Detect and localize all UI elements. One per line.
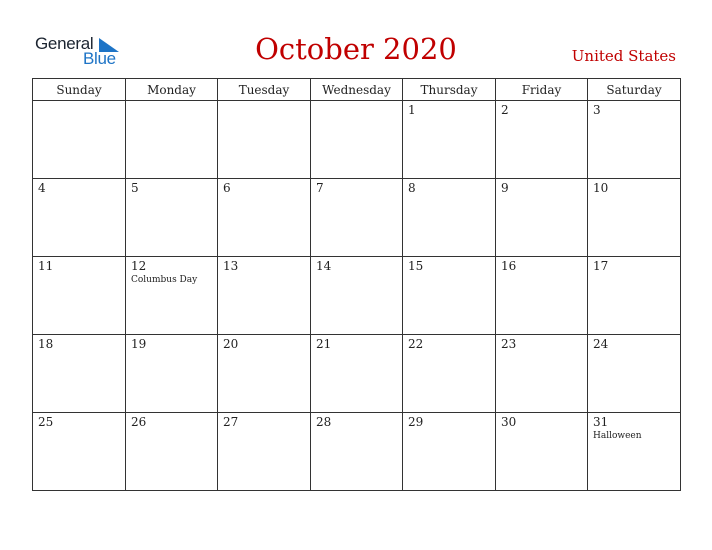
day-number: 18 (38, 337, 54, 351)
calendar-day-cell (311, 335, 403, 413)
day-number: 24 (593, 337, 609, 351)
calendar-day-cell (588, 257, 681, 335)
day-number: 15 (408, 259, 424, 273)
calendar-day-cell (496, 257, 588, 335)
calendar-day-cell (33, 335, 126, 413)
calendar-day-cell (588, 413, 681, 491)
calendar-day-cell (311, 179, 403, 257)
day-number: 29 (408, 415, 424, 429)
day-number: 1 (408, 103, 416, 117)
calendar-week-row (33, 413, 681, 491)
calendar-day-cell (403, 257, 496, 335)
calendar-day-cell (403, 335, 496, 413)
calendar-day-cell (33, 257, 126, 335)
weekday-header: Tuesday (218, 79, 311, 101)
day-number: 21 (316, 337, 332, 351)
day-number: 3 (593, 103, 601, 117)
calendar-day-cell (218, 257, 311, 335)
calendar-day-cell (218, 413, 311, 491)
day-number: 14 (316, 259, 332, 273)
country-label: United States (571, 47, 676, 65)
calendar-day-cell (496, 101, 588, 179)
day-number: 22 (408, 337, 424, 351)
day-number: 25 (38, 415, 54, 429)
day-number: 8 (408, 181, 416, 195)
calendar-day-cell (403, 179, 496, 257)
day-number: 26 (131, 415, 147, 429)
day-number: 5 (131, 181, 139, 195)
day-number: 10 (593, 181, 609, 195)
day-number: 6 (223, 181, 231, 195)
weekday-header: Saturday (588, 79, 681, 101)
calendar-grid (32, 78, 681, 491)
day-number: 12 (131, 259, 147, 273)
calendar-day-cell (33, 101, 126, 179)
calendar-title: October 2020 (255, 32, 457, 66)
calendar-week-row (33, 257, 681, 335)
calendar-day-cell (311, 101, 403, 179)
calendar-week-row (33, 101, 681, 179)
calendar-week-row (33, 179, 681, 257)
weekday-header: Monday (126, 79, 218, 101)
weekday-header: Wednesday (311, 79, 403, 101)
holiday-label: Columbus Day (131, 275, 198, 285)
day-number: 4 (38, 181, 46, 195)
day-number: 28 (316, 415, 332, 429)
calendar-day-cell (403, 413, 496, 491)
calendar-day-cell (588, 335, 681, 413)
calendar-day-cell (126, 101, 218, 179)
day-number: 9 (501, 181, 509, 195)
weekday-header: Thursday (403, 79, 496, 101)
day-number: 11 (38, 259, 54, 273)
calendar-day-cell (496, 179, 588, 257)
logo-text-general: General (35, 34, 94, 53)
calendar-day-cell (311, 257, 403, 335)
day-number: 27 (223, 415, 239, 429)
calendar-day-cell (126, 335, 218, 413)
day-number: 17 (593, 259, 609, 273)
calendar-day-cell (496, 335, 588, 413)
calendar-day-cell (311, 413, 403, 491)
day-number: 16 (501, 259, 517, 273)
calendar-day-cell (218, 335, 311, 413)
calendar-day-cell (218, 101, 311, 179)
weekday-header-row (33, 79, 681, 101)
day-number: 13 (223, 259, 239, 273)
calendar-day-cell (33, 179, 126, 257)
day-number: 2 (501, 103, 509, 117)
calendar-day-cell (588, 101, 681, 179)
calendar-day-cell (33, 413, 126, 491)
calendar-day-cell (126, 257, 218, 335)
calendar-day-cell (126, 179, 218, 257)
day-number: 20 (223, 337, 239, 351)
calendar-week-row (33, 335, 681, 413)
calendar-day-cell (588, 179, 681, 257)
calendar-day-cell (218, 179, 311, 257)
weekday-header: Sunday (33, 79, 126, 101)
logo-text-blue: Blue (83, 49, 116, 68)
day-number: 23 (501, 337, 517, 351)
day-number: 31 (593, 415, 609, 429)
day-number: 19 (131, 337, 147, 351)
calendar-day-cell (126, 413, 218, 491)
holiday-label: Halloween (593, 431, 642, 441)
day-number: 7 (316, 181, 324, 195)
calendar-day-cell (403, 101, 496, 179)
day-number: 30 (501, 415, 517, 429)
weekday-header: Friday (496, 79, 588, 101)
calendar-day-cell (496, 413, 588, 491)
